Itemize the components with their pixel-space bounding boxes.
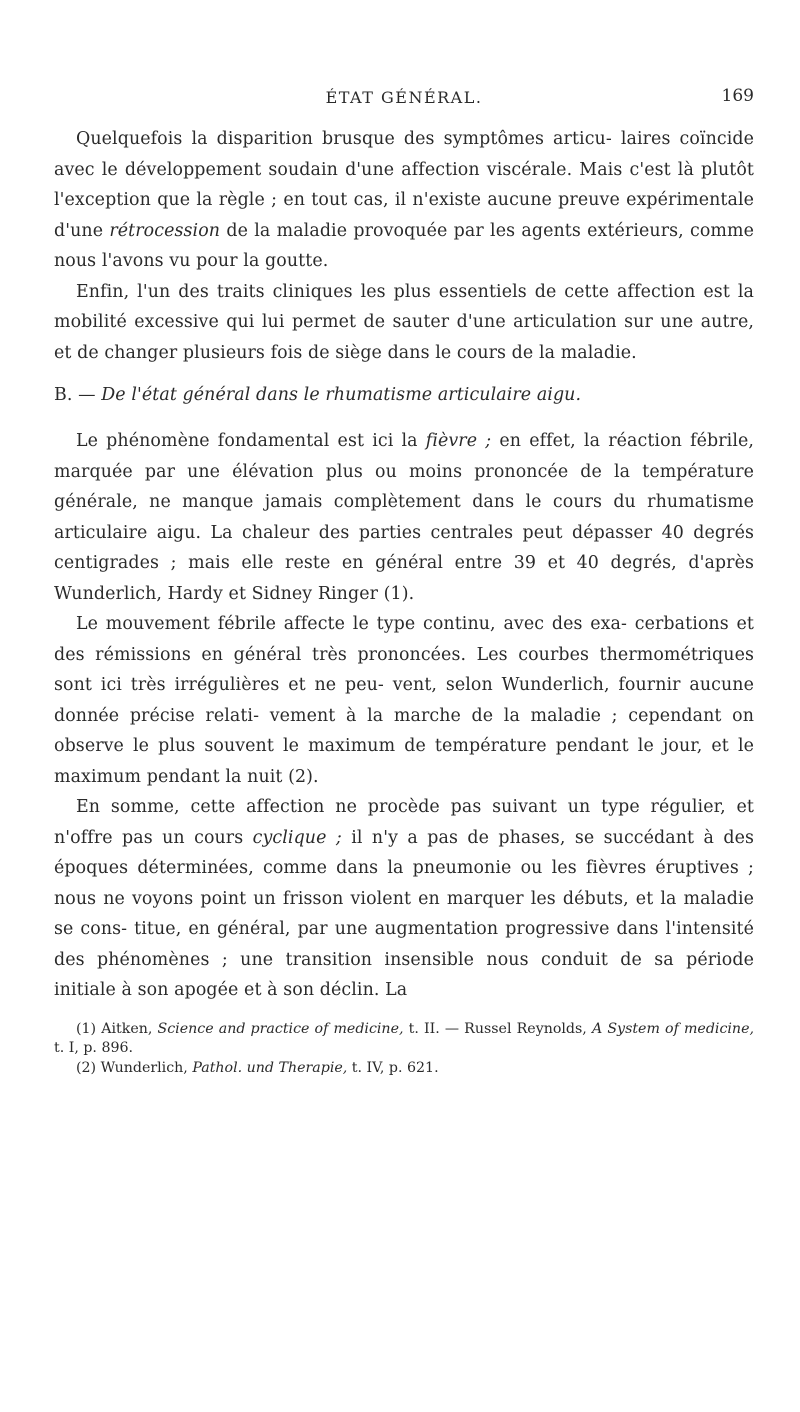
paragraph-1-text-a: Quelquefois la disparition brusque des symptômes articu- laires coïncide avec le développement soudain d'une affection viscérale. Mais c'est là plutôt l'exception que la règle ; en tout cas, il n'existe aucune preuve expérimentale d'une: [54, 129, 754, 241]
paragraph-1: [54, 124, 754, 277]
paragraph-3-italic: fièvre ;: [425, 431, 492, 451]
footnote-2: [54, 1059, 754, 1079]
footnote-2-text-c: t. IV, p. 621.: [347, 1059, 439, 1076]
footnotes: [54, 1020, 754, 1079]
footnote-2-text-a: (2) Wunderlich,: [76, 1059, 193, 1076]
paragraph-5-italic: cyclique ;: [252, 827, 342, 848]
footnote-1: [54, 1020, 754, 1059]
page-number: 169: [721, 86, 754, 106]
footnote-1-italic-b: Science and practice of medicine,: [157, 1020, 404, 1037]
paragraph-3-text-c: en effet, la réaction fébrile, marquée par une élévation plus ou moins prononcée de la température générale, ne manque jamais complètement dans le cours du rhumatisme articulaire aigu. La chaleur des parties centrales peut dépasser 40 degrés centigrades ; mais elle reste en général entre 39 et 40 degrés, d'après Wunderlich, Hardy et Sidney Ringer (1).: [54, 431, 755, 604]
paragraph-2: Enfin, l'un des traits cliniques les plus essentiels de cette affection est la mobilité excessive qui lui permet de sauter d'une articulation sur une autre, et de changer plusieurs fois de siège dans le cours de la maladie.: [54, 281, 754, 363]
section-heading-title: De l'état général dans le rhumatisme articulaire aigu.: [101, 385, 582, 405]
running-title: ÉTAT GÉNÉRAL.: [325, 88, 483, 107]
running-head: [54, 86, 754, 112]
footnote-2-italic-b: Pathol. und Therapie,: [192, 1059, 348, 1076]
footnote-1-text-a: (1) Aitken,: [76, 1020, 158, 1037]
paragraph-5-text-a: En somme, cette affection ne procède pas suivant un type régulier, et n'offre pas un cours: [54, 797, 754, 848]
book-page: [54, 86, 754, 1078]
paragraph-5: [54, 792, 754, 1006]
paragraph-1-text-c: de la maladie provoquée par les agents extérieurs, comme nous l'avons vu pour la goutte.: [54, 220, 755, 271]
paragraph-3-text-a: Le phénomène fondamental est ici la: [76, 431, 426, 451]
footnote-1-text-c: t. II. — Russel Reynolds,: [403, 1020, 592, 1037]
paragraph-1-italic: rétrocession: [109, 220, 221, 241]
paragraph-5-text-c: il n'y a pas de phases, se succédant à des époques déterminées, comme dans la pneumonie ou les fièvres éruptives ; nous ne voyons point un frisson violent en marquer les débuts, et la maladie se cons- titue, en général, par une augmentation progressive dans l'intensité des phénomènes ; une transition insensible nous conduit de sa période initiale à son apogée et à son déclin. La: [54, 827, 754, 1000]
footnote-1-italic-d: A System of medicine,: [591, 1020, 754, 1037]
paragraph-4: Le mouvement fébrile affecte le type continu, avec des exa- cerbations et des rémissions en général très prononcées. Les courbes thermométriques sont ici très irrégulières et ne peu- vent, selon Wunderlich, fournir aucune donnée précise relati- vement à la marche de la maladie ; cependant on observe le plus souvent le maximum de température pendant le jour, et le maximum pendant la nuit (2).: [54, 614, 754, 787]
section-heading-prefix: B. —: [54, 385, 102, 405]
footnote-1-text-e: t. I, p. 896.: [54, 1040, 134, 1056]
section-heading-b: [54, 380, 754, 410]
paragraph-3: [54, 426, 754, 609]
